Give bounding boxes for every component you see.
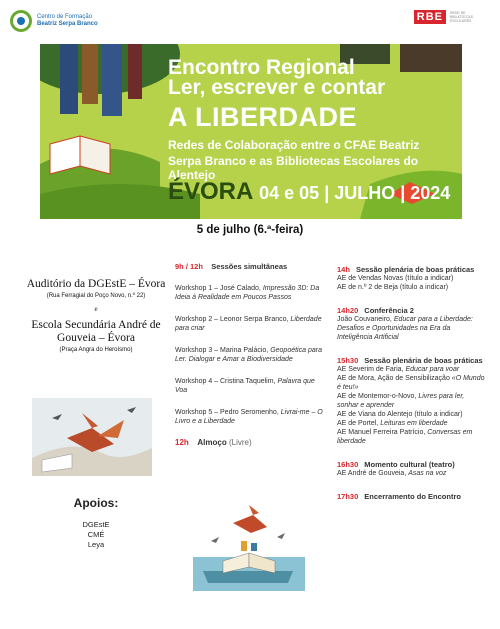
workshop-title: Livrai-me – O Livro e a Liberdade [175, 409, 323, 425]
workshop-item [175, 284, 327, 302]
block-heading [337, 356, 487, 365]
lunch-row [175, 438, 327, 447]
cfae-logo-icon [10, 10, 32, 32]
workshop-title: Liberdade para criar [175, 316, 322, 332]
day-title: 5 de julho (6.ª-feira) [196, 224, 304, 236]
workshop-title: Impressão 3D: Da Ideia à Realidade em Poucos Passos [175, 285, 320, 301]
venue1-address: (Rua Ferragial do Poço Novo, n.º 22) [46, 293, 146, 299]
session-heading [175, 262, 327, 271]
block-line [337, 410, 487, 419]
rbe-logo-mark: RBE [414, 10, 446, 24]
cfae-logo [10, 10, 98, 32]
org-line1: Centro de Formação [37, 14, 93, 20]
workshop-item [175, 346, 327, 364]
workshop-title: Geopoética para Ler. Dialogar e Amar a Biodiversidade [175, 347, 322, 363]
block-line [337, 428, 487, 446]
venues [22, 278, 170, 353]
block-line [337, 365, 487, 374]
block-heading [337, 306, 487, 315]
session-title: Sessões simultâneas [211, 262, 288, 271]
line-text: AE de Portel, [337, 420, 381, 427]
line-text: João Couvaneiro, [337, 316, 394, 323]
block-heading [337, 492, 487, 501]
block-line [337, 392, 487, 410]
afternoon-program [337, 265, 487, 515]
banner-line3: A LIBERDADE [168, 102, 358, 132]
program-block [337, 356, 487, 446]
workshop-item [175, 408, 327, 426]
block-time: 17h30 [337, 492, 359, 501]
program-block [337, 306, 487, 342]
venue2-address: (Praça Angra do Heroísmo) [59, 347, 133, 353]
venue2: Escola Secundária André de Gouveia – Évora [31, 319, 161, 344]
supporter-item: CMÉ [87, 530, 105, 539]
org-line2: Beatriz Serpa Branco [37, 21, 98, 27]
line-text: AE de Mora, Ação de Sensibilização [337, 375, 452, 382]
morning-program [175, 262, 327, 447]
program-block [337, 460, 487, 478]
event-banner [40, 44, 462, 219]
workshop-speaker: Workshop 5 – Pedro Seromenho, [175, 409, 281, 416]
workshop-item [175, 315, 327, 333]
program-block [337, 492, 487, 501]
header [0, 0, 500, 42]
banner-city: ÉVORA [168, 178, 253, 205]
line-title: «O Mundo é teu!» [337, 375, 485, 391]
workshop-speaker: Workshop 1 – José Calado, [175, 285, 263, 292]
line-title: Conversas em liberdade [337, 429, 473, 445]
venue-separator: e [94, 305, 98, 313]
block-line [337, 283, 487, 292]
banner-line1: Encontro Regional [168, 56, 355, 79]
line-title: Asas na voz [408, 470, 447, 477]
line-text: AE André de Gouveia, [337, 470, 409, 477]
line-text: AE de Viana do Alentejo (título a indicar) [337, 411, 463, 418]
block-line [337, 469, 487, 478]
line-title: Educar para a Liberdade: Desafios e Oportunidades na Era da Inteligência Artificial [337, 316, 473, 341]
block-line [337, 419, 487, 428]
line-text: AE Manuel Ferreira Patrício, [337, 429, 428, 436]
lunch-time: 12h [175, 438, 189, 447]
line-text: AE Severim de Faria, [337, 366, 406, 373]
cfae-logo-text [37, 14, 98, 28]
block-heading [337, 265, 487, 274]
line-text: AE de n.º 2 de Beja (título a indicar) [337, 284, 449, 291]
banner-dates: 04 e 05 | JULHO | 2024 [259, 183, 451, 203]
block-time: 16h30 [337, 460, 359, 469]
rbe-logo-text: REDE DE BIBLIOTECAS ESCOLARES [450, 11, 473, 23]
block-time: 15h30 [337, 356, 359, 365]
line-title: Educar para voar [405, 366, 460, 373]
block-line [337, 315, 487, 342]
birds-book-illustration [32, 398, 152, 476]
lunch-label: Almoço [197, 438, 227, 447]
line-title: Livres para ler, sonhar e aprender [337, 393, 465, 409]
block-time: 14h [337, 265, 350, 274]
supporter-item: DGEstE [82, 520, 110, 529]
program-block [337, 265, 487, 292]
block-line [337, 374, 487, 392]
session-time: 9h / 12h [175, 262, 203, 271]
line-title: Leituras em liberdade [380, 420, 448, 427]
banner-subtitle2: Serpa Branco e as Bibliotecas Escolares do Alentejo [168, 154, 419, 182]
apoios-title: Apoios: [73, 496, 119, 510]
block-line [337, 274, 487, 283]
block-heading [337, 460, 487, 469]
banner-subtitle1: Redes de Colaboração entre o CFAE Beatriz [168, 138, 420, 152]
banner-line2: Ler, escrever e contar [168, 76, 386, 99]
lunch-note: (Livre) [228, 438, 252, 447]
block-title: Conferência 2 [364, 306, 414, 315]
rbe-logo [414, 10, 486, 24]
block-title: Encerramento do Encontro [364, 492, 461, 501]
supporter-item: Leya [87, 540, 105, 549]
venue1: Auditório da DGEstE – Évora [26, 278, 166, 290]
line-text: AE de Montemor-o-Novo, [337, 393, 419, 400]
supporters-list [22, 520, 170, 550]
bird-books-illustration [193, 501, 305, 591]
block-title: Sessão plenária de boas práticas [364, 356, 483, 365]
banner-date [168, 178, 450, 206]
workshop-item [175, 377, 327, 395]
block-title: Sessão plenária de boas práticas [355, 265, 475, 274]
workshop-speaker: Workshop 2 – Leonor Serpa Branco, [175, 316, 291, 323]
line-text: AE de Vendas Novas (título a indicar) [337, 275, 454, 282]
block-title: Momento cultural (teatro) [364, 460, 455, 469]
workshop-speaker: Workshop 3 – Marina Palácio, [175, 347, 271, 354]
workshop-speaker: Workshop 4 – Cristina Taquelim, [175, 378, 278, 385]
workshop-title: Palavra que Voa [175, 378, 315, 394]
block-time: 14h20 [337, 306, 359, 315]
